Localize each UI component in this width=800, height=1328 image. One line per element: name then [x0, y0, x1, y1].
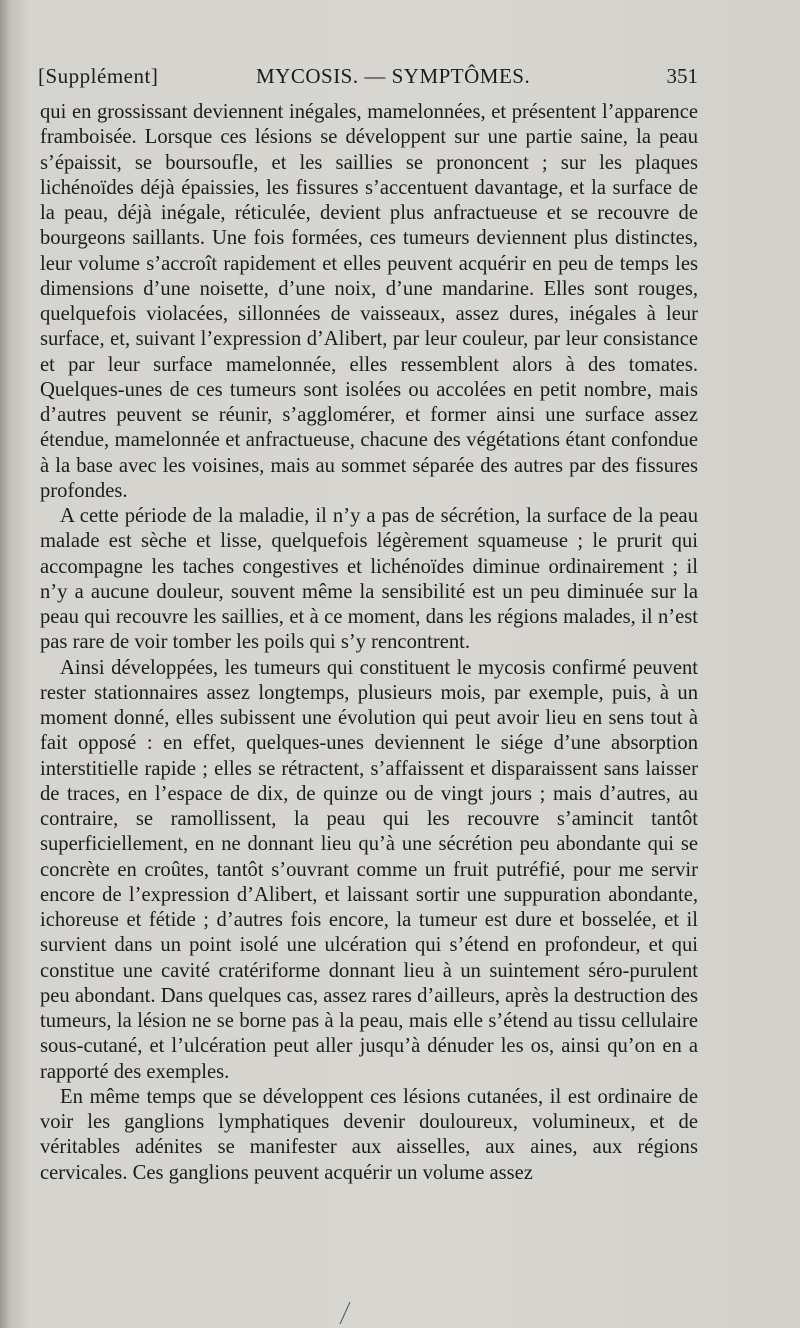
paragraph: En même temps que se développent ces lésions cutanées, il est ordinaire de voir les ganglions lymphatiques devenir douloureux, volumineux, et de véritables adénites se manifester aux aisselles, aux aines, aux régions cervicales. Ces ganglions peuvent acquérir un volume assez [40, 1085, 698, 1184]
running-header [38, 64, 698, 94]
paragraph: Ainsi développées, les tumeurs qui constituent le mycosis confirmé peuvent rester stationnaires assez longtemps, plusieurs mois, par exemple, puis, à un moment donné, elles subissent une évolution qui peut avoir lieu en sens tout à fait opposé : en effet, quelques-unes deviennent le siége d’une absorption interstitielle rapide ; elles se rétractent, s’affaissent et disparaissent sans laisser de traces, en l’espace de dix, de quinze ou de vingt jours ; mais d’autres, au contraire, se ramollissent, la peau qui les recouvre s’amincit tantôt superficiellement, en ne donnant lieu qu’à une sécrétion peu abondante qui se concrète en croûtes, tantôt s’ouvrant comme un fruit putréfié, pour me servir encore de l’expression d’Alibert, et laissant sortir une suppuration abondante, ichoreuse et fétide ; d’autres fois encore, la tumeur est dure et bosselée, et il survient dans un point isolé une ulcération qui s’étend en profondeur, et qui constitue une cavité cratériforme donnant lieu à un suintement séro-purulent peu abondant. Dans quelques cas, assez rares d’ailleurs, après la destruction des tumeurs, la lésion ne se borne pas à la peau, mais elle s’étend au tissu cellulaire sous-cutané, et l’ulcération peut aller jusqu’à dénuder les os, ainsi qu’on en a rapporté des exemples. [40, 656, 698, 1083]
paragraph: A cette période de la maladie, il n’y a pas de sécrétion, la surface de la peau malade est sèche et lisse, quelquefois légèrement squameuse ; le prurit qui accompagne les taches congestives et lichénoïdes diminue ordinairement ; il n’y a aucune douleur, souvent même la sensibilité est un peu diminuée sur la peau qui recouvre les saillies, et à ce moment, dans les régions malades, il n’est pas rare de voir tomber les poils qui s’y rencontrent. [40, 505, 698, 654]
running-title: MYCOSIS. — SYMPTÔMES. [256, 64, 531, 88]
body-text [40, 100, 698, 1186]
paragraph: qui en grossissant deviennent inégales, mamelonnées, et présentent l’apparence framboisée. Lorsque ces lésions se développent sur une partie saine, la peau s’épaissit, se boursoufle, et les saillies se prononcent ; sur les plaques lichénoïdes déjà épaissies, les fissures s’accentuent davantage, et la surface de la peau, déjà inégale, réticulée, devient plus anfractueuse et se recouvre de bourgeons saillants. Une fois formées, ces tumeurs deviennent plus distinctes, leur volume s’accroît rapidement et elles peuvent acquérir en peu de temps les dimensions d’une noisette, d’une noix, d’une mandarine. Elles sont rouges, quelquefois violacées, sillonnées de vaisseaux, assez dures, inégales à leur surface, et, suivant l’expression d’Alibert, par leur couleur, par leur consistance et par leur surface mamelonnée, elles ressemblent alors à des tomates. Quelques-unes de ces tumeurs sont isolées ou accolées en petit nombre, mais d’autres peuvent se réunir, s’agglomérer, et former ainsi une surface assez étendue, mamelonnée et anfractueuse, chacune des végétations étant confondue à la base avec les voisines, mais au sommet séparée des autres par des fissures profondes. [40, 101, 698, 502]
page-number: 351 [666, 64, 698, 88]
pen-mark [336, 1300, 354, 1326]
section-label: [Supplément] [38, 64, 159, 88]
